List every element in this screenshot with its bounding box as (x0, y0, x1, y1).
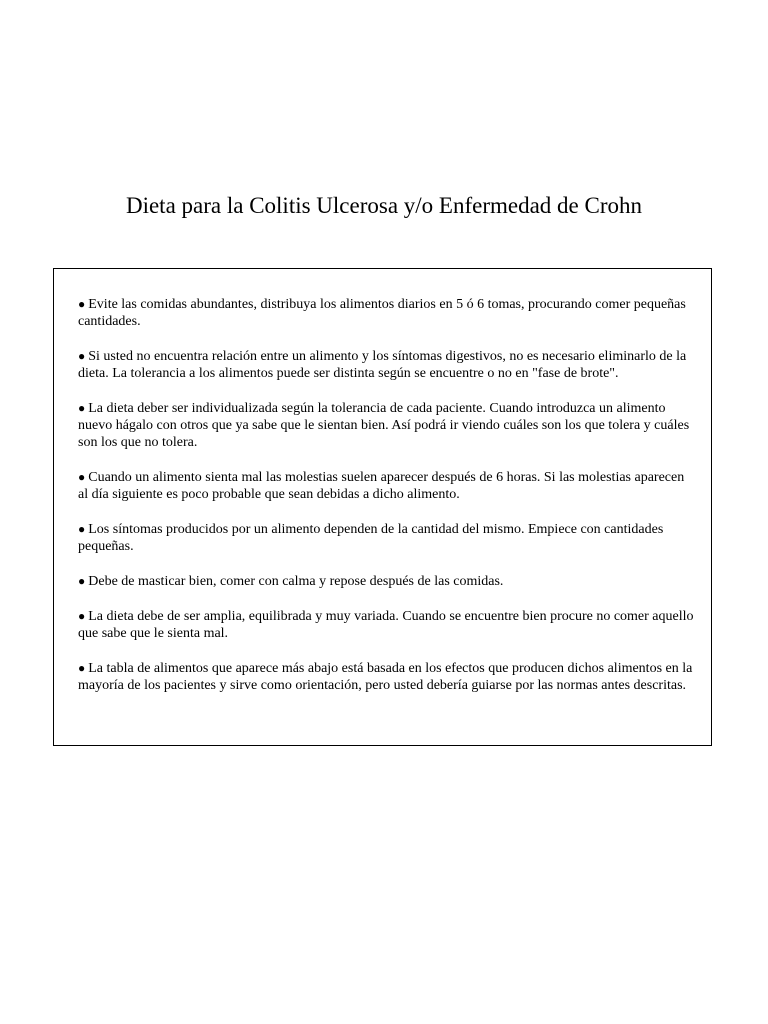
page-title: Dieta para la Colitis Ulcerosa y/o Enfermedad de Crohn (125, 193, 643, 218)
list-item-text: Cuando un alimento sienta mal las molestias suelen aparecer después de 6 horas. Si las molestias aparecen al día siguiente es poco probable que sean debidas a dicho alimento. (78, 470, 685, 502)
list-item (78, 660, 694, 694)
list-item (78, 469, 694, 503)
list-item-text: La dieta debe de ser amplia, equilibrada y muy variada. Cuando se encuentre bien procure no comer aquello que sabe que le sienta mal. (78, 609, 694, 641)
list-item-text: Evite las comidas abundantes, distribuya los alimentos diarios en 5 ó 6 tomas, procurando comer pequeñas cantidades. (78, 297, 686, 329)
list-item (78, 521, 694, 555)
list-item (78, 608, 694, 642)
list-item-text: Los síntomas producidos por un alimento dependen de la cantidad del mismo. Empiece con cantidades pequeñas. (78, 522, 664, 554)
bullet-icon: ● (78, 297, 86, 311)
bullet-icon: ● (78, 349, 86, 363)
list-item (78, 296, 694, 330)
bullet-icon: ● (78, 609, 86, 623)
list-item (78, 400, 694, 451)
bullet-icon: ● (78, 661, 86, 675)
recommendations-box (53, 268, 712, 746)
list-item-text: La tabla de alimentos que aparece más abajo está basada en los efectos que producen dichos alimentos en la mayoría de los pacientes y sirve como orientación, pero usted debería guiarse por las normas antes descritas. (78, 661, 693, 693)
recommendations-list (78, 296, 694, 712)
bullet-icon: ● (78, 522, 86, 536)
list-item-text: Si usted no encuentra relación entre un alimento y los síntomas digestivos, no es necesario eliminarlo de la dieta. La tolerancia a los alimentos puede ser distinta según se encuentre o no en "fase de brote". (78, 349, 687, 381)
list-item (78, 348, 694, 382)
list-item-text: Debe de masticar bien, comer con calma y repose después de las comidas. (88, 574, 504, 589)
bullet-icon: ● (78, 574, 86, 588)
list-item-text: La dieta deber ser individualizada según la tolerancia de cada paciente. Cuando introduzca un alimento nuevo hágalo con otros que ya sabe que le sientan bien. Así podrá ir viendo cuáles son los que tolera y cuáles son los que no tolera. (78, 401, 690, 450)
bullet-icon: ● (78, 470, 86, 484)
list-item (78, 573, 694, 590)
bullet-icon: ● (78, 401, 86, 415)
